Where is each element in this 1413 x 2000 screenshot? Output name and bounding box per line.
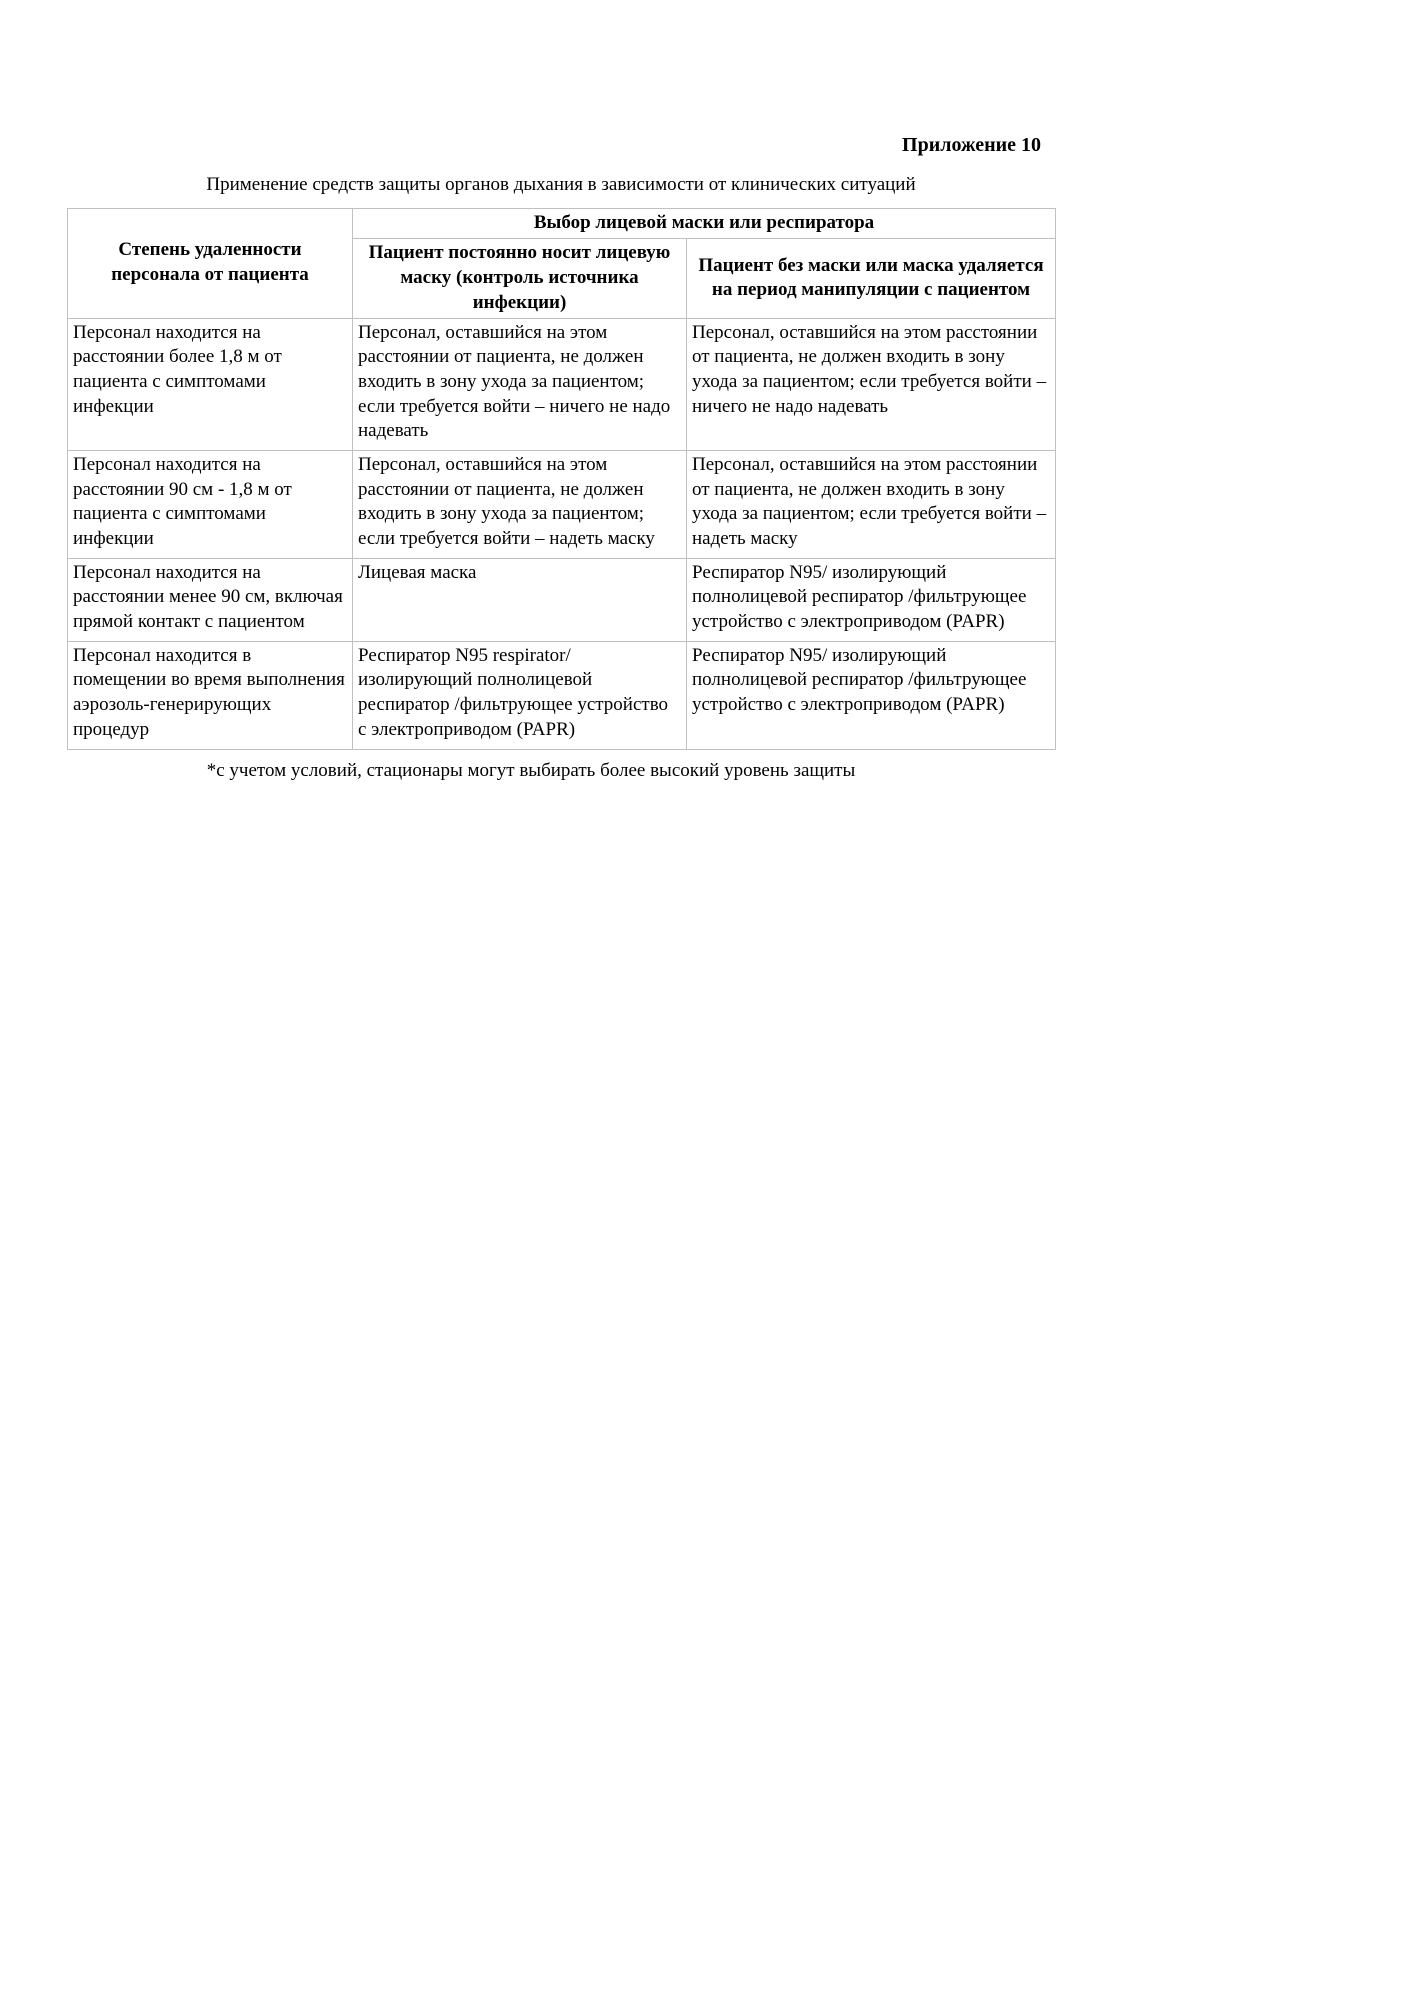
cell-distance: Персонал находится в помещении во время выполнения аэрозоль-генерирующих процедур bbox=[68, 641, 353, 749]
cell-unmasked: Персонал, оставшийся на этом расстоянии от пациента, не должен входить в зону ухода за пациентом; если требуется войти – ничего не надо надевать bbox=[687, 318, 1056, 450]
document-title: Применение средств защиты органов дыхания в зависимости от клинических ситуаций bbox=[206, 174, 916, 195]
document-content bbox=[67, 0, 1055, 782]
cell-masked: Респиратор N95 respirator/ изолирующий полнолицевой респиратор /фильтрующее устройство с электроприводом (PAPR) bbox=[353, 641, 687, 749]
cell-distance: Персонал находится на расстоянии менее 90 см, включая прямой контакт с пациентом bbox=[68, 558, 353, 641]
table-row bbox=[68, 558, 1056, 641]
header-row-group bbox=[68, 208, 1056, 239]
cell-masked: Персонал, оставшийся на этом расстоянии от пациента, не должен входить в зону ухода за пациентом; если требуется войти – надеть маску bbox=[353, 450, 687, 558]
column-header-distance: Степень удаленности персонала от пациента bbox=[68, 208, 353, 318]
cell-unmasked: Респиратор N95/ изолирующий полнолицевой респиратор /фильтрующее устройство с электроприводом (PAPR) bbox=[687, 558, 1056, 641]
table-row bbox=[68, 450, 1056, 558]
cell-distance: Персонал находится на расстоянии более 1,8 м от пациента с симптомами инфекции bbox=[68, 318, 353, 450]
appendix-label: Приложение 10 bbox=[902, 134, 1041, 156]
table-row bbox=[68, 641, 1056, 749]
cell-unmasked: Персонал, оставшийся на этом расстоянии от пациента, не должен входить в зону ухода за пациентом; если требуется войти – надеть маску bbox=[687, 450, 1056, 558]
footnote: *с учетом условий, стационары могут выбирать более высокий уровень защиты bbox=[206, 759, 856, 781]
column-header-patient-masked: Пациент постоянно носит лицевую маску (контроль источника инфекции) bbox=[353, 239, 687, 318]
cell-masked: Персонал, оставшийся на этом расстоянии от пациента, не должен входить в зону ухода за пациентом; если требуется войти – ничего не надо надевать bbox=[353, 318, 687, 450]
cell-unmasked: Респиратор N95/ изолирующий полнолицевой респиратор /фильтрующее устройство с электроприводом (PAPR) bbox=[687, 641, 1056, 749]
group-header-mask-choice: Выбор лицевой маски или респиратора bbox=[353, 208, 1056, 239]
cell-distance: Персонал находится на расстоянии 90 см - 1,8 м от пациента с симптомами инфекции bbox=[68, 450, 353, 558]
respirator-selection-table bbox=[67, 208, 1056, 750]
column-header-patient-unmasked: Пациент без маски или маска удаляется на период манипуляции с пациентом bbox=[687, 239, 1056, 318]
table-row bbox=[68, 318, 1056, 450]
cell-masked: Лицевая маска bbox=[353, 558, 687, 641]
